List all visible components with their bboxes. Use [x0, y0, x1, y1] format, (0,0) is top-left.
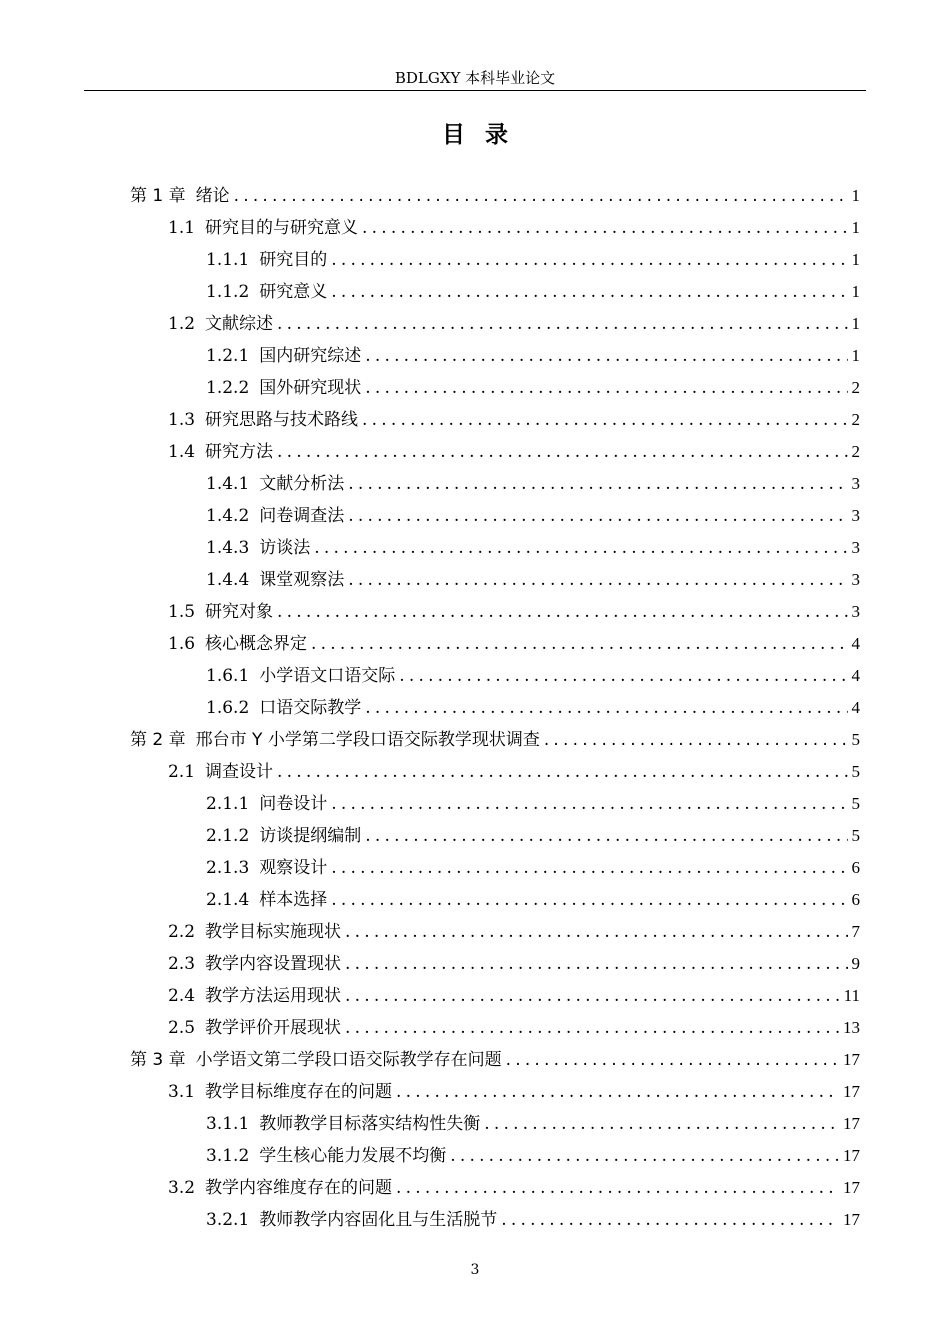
toc-entry-page: 2 [851, 378, 860, 397]
toc-entry-title: 国内研究综述 [259, 346, 362, 366]
toc-entry-number: 1.4.1 [206, 474, 250, 494]
page-number: 3 [470, 1262, 480, 1278]
toc-entry-title: 课堂观察法 [259, 570, 345, 590]
toc-entry[interactable] [130, 820, 860, 852]
toc-entry[interactable] [130, 916, 860, 948]
toc-entry-number: 1.2.1 [206, 346, 250, 366]
toc-entry-title: 访谈提纲编制 [259, 826, 362, 846]
dot-leader [345, 948, 847, 980]
page-title: 目录 [442, 122, 528, 148]
toc-entry[interactable] [130, 1012, 860, 1044]
dot-leader [348, 564, 847, 596]
toc-entry-number: 1.1.2 [206, 282, 250, 302]
toc-entry-number: 3.2.1 [206, 1210, 250, 1230]
toc-entry-number: 1.1 [168, 218, 196, 238]
toc-entry[interactable] [130, 628, 860, 660]
dot-leader [365, 372, 847, 404]
toc-entry-number: 第 3 章 [130, 1050, 186, 1070]
dot-leader [365, 340, 847, 372]
toc-entry-number: 2.4 [168, 986, 196, 1006]
toc-entry-page: 3 [851, 506, 860, 525]
toc-entry-title: 教学目标维度存在的问题 [205, 1082, 393, 1102]
toc-entry-title: 样本选择 [259, 890, 328, 910]
toc-entry-number: 3.1 [168, 1082, 196, 1102]
toc-entry-number: 1.4.3 [206, 538, 250, 558]
toc-entry-number: 2.2 [168, 922, 196, 942]
toc-entry-page: 1 [851, 282, 860, 301]
toc-entry[interactable] [130, 212, 860, 244]
toc-entry-number: 1.6 [168, 634, 196, 654]
toc-entry-title: 教学内容维度存在的问题 [205, 1178, 393, 1198]
toc-entry-number: 1.2 [168, 314, 196, 334]
dot-leader [314, 532, 847, 564]
toc-entry-page: 5 [851, 826, 860, 845]
dot-leader [501, 1204, 839, 1236]
toc-entry-title: 小学语文第二学段口语交际教学存在问题 [195, 1050, 502, 1070]
toc-entry-title: 观察设计 [259, 858, 328, 878]
dot-leader [345, 980, 840, 1012]
dot-leader [362, 212, 847, 244]
toc-entry[interactable] [130, 1172, 860, 1204]
toc-entry-title: 绪论 [195, 186, 230, 206]
toc-entry-page: 5 [851, 730, 860, 749]
toc-entry-page: 1 [851, 250, 860, 269]
toc-entry-page: 1 [851, 346, 860, 365]
dot-leader [484, 1108, 839, 1140]
toc-entry-title: 教学评价开展现状 [205, 1018, 342, 1038]
toc-entry[interactable] [130, 500, 860, 532]
dot-leader [365, 820, 847, 852]
toc-entry[interactable] [130, 788, 860, 820]
toc-entry-number: 2.3 [168, 954, 196, 974]
toc-entry-number: 2.1.3 [206, 858, 250, 878]
dot-leader [450, 1140, 839, 1172]
toc-entry-page: 17 [843, 1050, 860, 1069]
toc-entry-title: 研究对象 [205, 602, 274, 622]
dot-leader [311, 628, 847, 660]
toc-entry-number: 第 1 章 [130, 186, 186, 206]
toc-entry-number: 1.4.4 [206, 570, 250, 590]
toc-entry-page: 3 [851, 602, 860, 621]
toc-entry-number: 2.1.1 [206, 794, 250, 814]
toc-entry-number: 2.1 [168, 762, 196, 782]
toc-entry[interactable] [130, 660, 860, 692]
toc-entry-page: 2 [851, 410, 860, 429]
table-of-contents [130, 180, 860, 1236]
toc-entry-title: 文献分析法 [259, 474, 345, 494]
dot-leader [544, 724, 848, 756]
toc-entry-title: 教学目标实施现状 [205, 922, 342, 942]
toc-entry-page: 2 [851, 442, 860, 461]
toc-entry[interactable] [130, 756, 860, 788]
toc-entry-page: 4 [851, 698, 860, 717]
toc-entry-title: 学生核心能力发展不均衡 [259, 1146, 447, 1166]
toc-entry-number: 1.1.1 [206, 250, 250, 270]
toc-entry-page: 3 [851, 538, 860, 557]
toc-entry[interactable] [130, 1044, 860, 1076]
toc-entry[interactable] [130, 468, 860, 500]
toc-entry[interactable] [130, 884, 860, 916]
toc-entry-number: 1.6.1 [206, 666, 250, 686]
toc-entry-number: 1.3 [168, 410, 196, 430]
toc-entry[interactable] [130, 180, 860, 212]
toc-entry[interactable] [130, 244, 860, 276]
toc-entry[interactable] [130, 308, 860, 340]
toc-entry[interactable] [130, 724, 860, 756]
toc-entry-number: 1.4 [168, 442, 196, 462]
dot-leader [234, 180, 848, 212]
toc-entry[interactable] [130, 372, 860, 404]
toc-entry-page: 11 [843, 986, 860, 1005]
toc-entry-title: 研究思路与技术路线 [205, 410, 359, 430]
toc-entry[interactable] [130, 436, 860, 468]
toc-entry[interactable] [130, 852, 860, 884]
toc-entry[interactable] [130, 564, 860, 596]
toc-entry-title: 问卷设计 [259, 794, 328, 814]
toc-entry[interactable] [130, 276, 860, 308]
toc-entry[interactable] [130, 948, 860, 980]
toc-entry-title: 研究方法 [205, 442, 274, 462]
dot-leader [396, 1076, 839, 1108]
toc-entry-page: 13 [843, 1018, 860, 1037]
toc-entry-page: 6 [851, 858, 860, 877]
toc-entry[interactable] [130, 980, 860, 1012]
dot-leader [399, 660, 847, 692]
toc-entry-number: 3.1.2 [206, 1146, 250, 1166]
toc-entry-page: 6 [851, 890, 860, 909]
toc-entry[interactable] [130, 1140, 860, 1172]
dot-leader [277, 308, 847, 340]
toc-entry-number: 1.2.2 [206, 378, 250, 398]
toc-entry-page: 3 [851, 570, 860, 589]
dot-leader [331, 788, 847, 820]
toc-entry-number: 1.6.2 [206, 698, 250, 718]
toc-entry[interactable] [130, 1108, 860, 1140]
dot-leader [396, 1172, 839, 1204]
dot-leader [331, 884, 847, 916]
toc-entry-title: 研究目的与研究意义 [205, 218, 359, 238]
dot-leader [365, 692, 847, 724]
toc-entry[interactable] [130, 1076, 860, 1108]
toc-entry-number: 1.5 [168, 602, 196, 622]
toc-entry-page: 5 [851, 762, 860, 781]
toc-entry-page: 9 [851, 954, 860, 973]
toc-entry-number: 1.4.2 [206, 506, 250, 526]
toc-entry-page: 17 [843, 1178, 860, 1197]
dot-leader [331, 276, 847, 308]
dot-leader [506, 1044, 839, 1076]
toc-entry-number: 2.5 [168, 1018, 196, 1038]
toc-entry-title: 小学语文口语交际 [259, 666, 396, 686]
toc-entry-title: 研究意义 [259, 282, 328, 302]
toc-entry-page: 4 [851, 634, 860, 653]
toc-entry-page: 3 [851, 474, 860, 493]
dot-leader [331, 244, 847, 276]
toc-entry-title: 教师教学目标落实结构性失衡 [259, 1114, 481, 1134]
dot-leader [331, 852, 847, 884]
toc-entry-number: 2.1.2 [206, 826, 250, 846]
dot-leader [348, 468, 847, 500]
toc-entry-title: 调查设计 [205, 762, 274, 782]
toc-entry-title: 研究目的 [259, 250, 328, 270]
dot-leader [277, 596, 847, 628]
toc-entry-title: 访谈法 [259, 538, 311, 558]
dot-leader [348, 500, 847, 532]
toc-entry-page: 4 [851, 666, 860, 685]
toc-entry-title: 文献综述 [205, 314, 274, 334]
toc-entry-page: 17 [843, 1114, 860, 1133]
toc-entry-title: 教学方法运用现状 [205, 986, 342, 1006]
dot-leader [345, 1012, 839, 1044]
toc-entry-page: 7 [851, 922, 860, 941]
toc-entry-number: 3.1.1 [206, 1114, 250, 1134]
toc-entry[interactable] [130, 1204, 860, 1236]
toc-entry-number: 3.2 [168, 1178, 196, 1198]
toc-entry[interactable] [130, 692, 860, 724]
toc-entry-page: 17 [843, 1082, 860, 1101]
toc-entry-title: 教学内容设置现状 [205, 954, 342, 974]
toc-entry-page: 5 [851, 794, 860, 813]
toc-entry[interactable] [130, 532, 860, 564]
dot-leader [277, 756, 847, 788]
toc-entry-page: 17 [843, 1210, 860, 1229]
toc-entry-title: 核心概念界定 [205, 634, 308, 654]
toc-entry-number: 2.1.4 [206, 890, 250, 910]
toc-entry[interactable] [130, 596, 860, 628]
running-header: BDLGXY 本科毕业论文 [84, 66, 866, 91]
toc-entry-number: 第 2 章 [130, 730, 186, 750]
toc-entry-title: 国外研究现状 [259, 378, 362, 398]
toc-entry[interactable] [130, 404, 860, 436]
dot-leader [345, 916, 847, 948]
toc-entry[interactable] [130, 340, 860, 372]
toc-entry-title: 口语交际教学 [259, 698, 362, 718]
toc-entry-title: 教师教学内容固化且与生活脱节 [259, 1210, 498, 1230]
dot-leader [277, 436, 847, 468]
toc-entry-page: 1 [851, 314, 860, 333]
toc-entry-title: 问卷调查法 [259, 506, 345, 526]
toc-entry-page: 1 [851, 218, 860, 237]
dot-leader [362, 404, 847, 436]
toc-entry-page: 17 [843, 1146, 860, 1165]
toc-entry-page: 1 [851, 186, 860, 205]
toc-entry-title: 邢台市 Y 小学第二学段口语交际教学现状调查 [195, 730, 540, 750]
